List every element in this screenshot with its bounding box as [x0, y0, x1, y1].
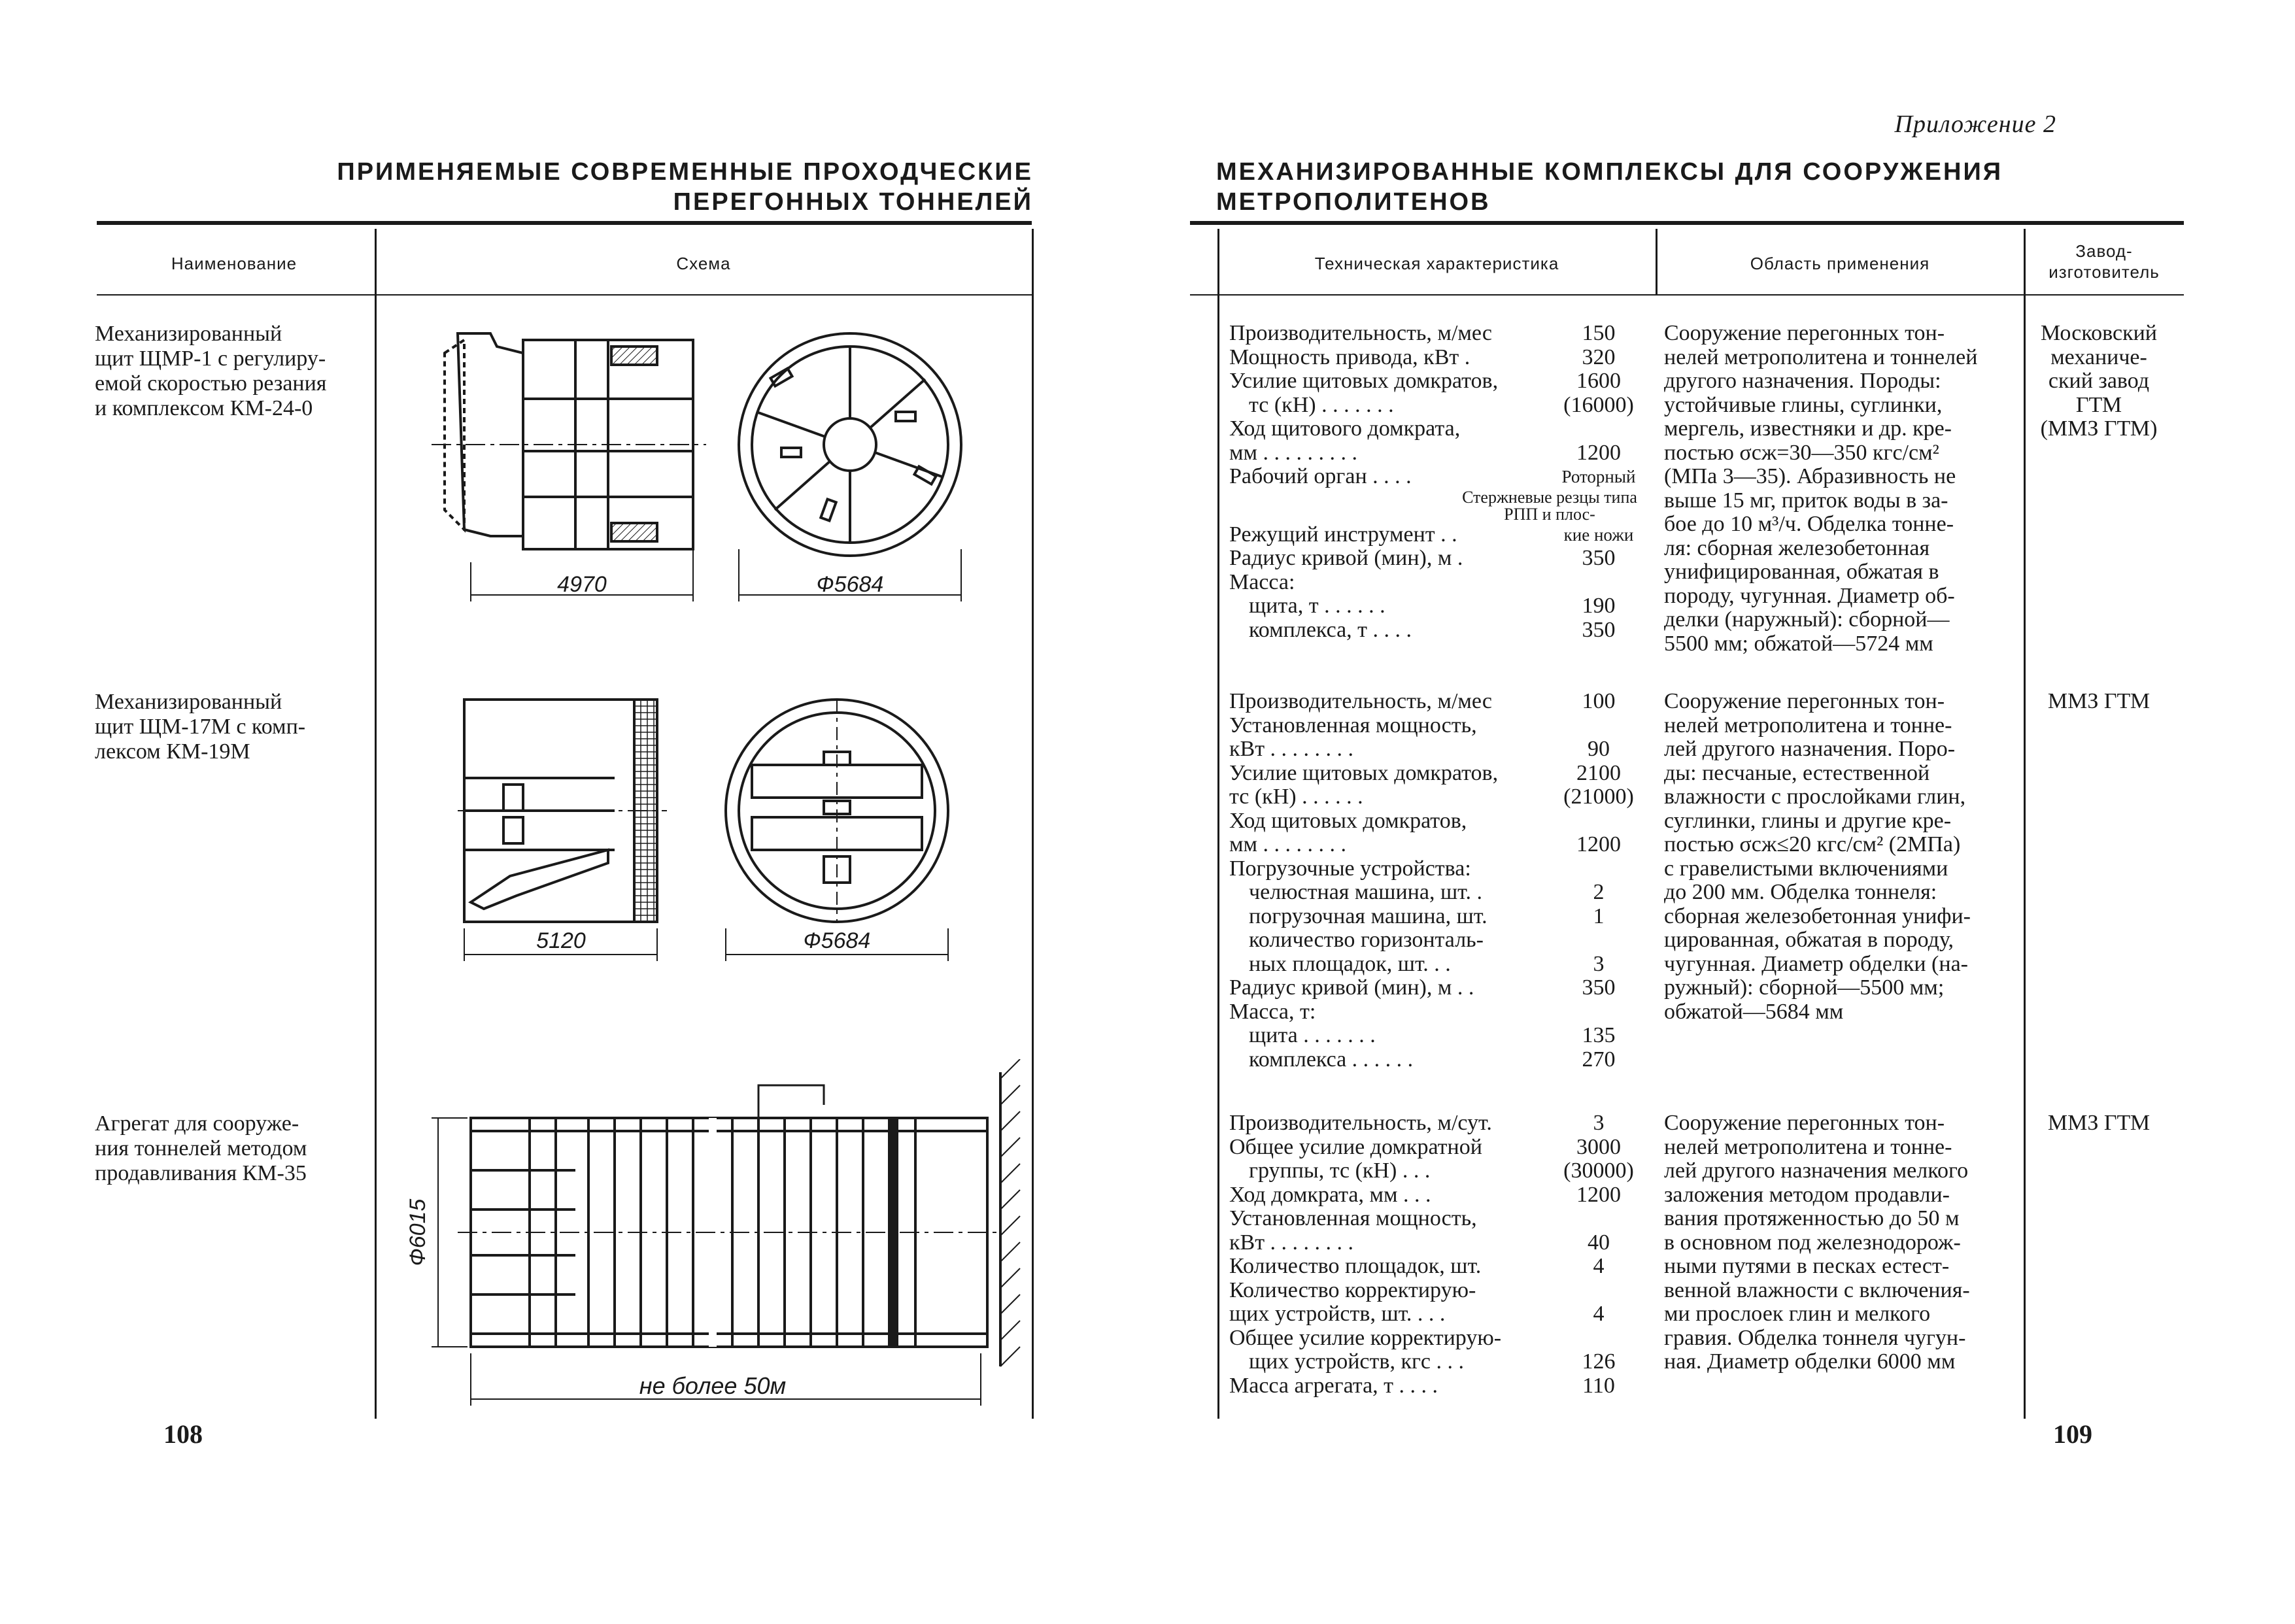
spec-row [1229, 1255, 1648, 1279]
spec-value [1550, 1327, 1648, 1351]
appendix-label: Приложение 2 [1894, 110, 2056, 138]
header-factory-line: Завод- [2075, 241, 2133, 261]
spec-key: щита . . . . . . . [1249, 1024, 1376, 1047]
spec-key: ных площадок, шт. . . [1249, 952, 1451, 976]
spec-note: Стержневые резцы типа РПП и плос- [1462, 487, 1637, 524]
factory-block-2 [2033, 690, 2164, 714]
spec-row [1229, 1136, 1648, 1160]
spec-value: Роторный [1561, 467, 1636, 486]
spec-key: тс (кН) . . . . . . . [1249, 393, 1394, 417]
spec-row [1229, 1048, 1648, 1072]
name-line: емой скоростью резания [95, 371, 327, 396]
spec-value: 350 [1582, 975, 1616, 1000]
spec-value: 150 [1582, 321, 1616, 345]
name-line: Механизированный [95, 322, 282, 346]
dim-length-3: не более 50м [639, 1372, 787, 1399]
spec-row [1229, 737, 1648, 762]
spec-value [1550, 571, 1648, 595]
left-page-title [248, 157, 1033, 217]
spec-row [1229, 594, 1648, 618]
spec-key: Радиус кривой (мин), м . [1229, 547, 1463, 570]
area-line: бое до 10 м³/ч. Обделка тонне- [1664, 512, 1954, 536]
spec-key: Мощность привода, кВт . [1229, 345, 1470, 369]
area-line: обжатой—5684 мм [1664, 999, 1844, 1024]
scheme-shield-shchmr1 [418, 314, 1020, 621]
spec-value: 320 [1582, 345, 1616, 369]
spec-row [1229, 1279, 1648, 1303]
area-line: нелей метрополитена и тоннелей [1664, 345, 1978, 369]
spec-row [1229, 1207, 1648, 1231]
area-line: постью σсж=30—350 кгс/см² [1664, 440, 1939, 465]
area-line: венной влажности с включения- [1664, 1277, 1970, 1302]
spec-row [1229, 1302, 1648, 1327]
item-name-2 [95, 690, 363, 764]
spec-value: 110 [1582, 1373, 1615, 1398]
spec-row [1229, 953, 1648, 977]
spec-key: Общее усилие корректирую- [1229, 1326, 1502, 1350]
spec-key: Ход щитового домкрата, [1229, 417, 1461, 441]
area-line: постью σсж≤20 кгс/см² (2МПа) [1664, 832, 1961, 856]
area-line: породу, чугунная. Диаметр об- [1664, 583, 1955, 608]
spec-key: Масса: [1229, 570, 1295, 594]
area-line: ружный): сборной—5500 мм; [1664, 975, 1945, 1000]
spec-key: Общее усилие домкратной [1229, 1135, 1482, 1159]
scheme-aggregate-km35 [392, 1059, 1027, 1412]
factory-line: ММЗ ГТМ [2047, 1111, 2150, 1135]
name-line: и комплексом КМ-24-0 [95, 396, 313, 420]
area-line: лей другого назначения мелкого [1664, 1159, 1969, 1183]
table-top-rule [97, 221, 1032, 225]
spec-key: Рабочий орган . . . . [1229, 465, 1412, 488]
spec-value: 135 [1582, 1023, 1616, 1047]
area-line: устойчивые глины, суглинки, [1664, 392, 1943, 417]
factory-line: (ММЗ ГТМ) [2040, 416, 2158, 441]
spec-value: 90 [1588, 737, 1610, 761]
factory-line: ММЗ ГТМ [2047, 689, 2150, 713]
spec-value: 126 [1582, 1349, 1616, 1374]
area-line: ными путями в песках естест- [1664, 1254, 1950, 1278]
spec-value: 3 [1593, 1111, 1605, 1135]
spec-key: тс (кН) . . . . . . [1229, 785, 1363, 809]
spec-row [1229, 417, 1648, 441]
dim-diameter-2: Ф5684 [803, 928, 871, 953]
column-divider [2024, 229, 2026, 1419]
spec-value: 350 [1582, 617, 1616, 642]
area-line: ми прослоек глин и мелкого [1664, 1302, 1931, 1326]
header-spec: Техническая характеристика [1314, 254, 1559, 273]
area-line: Сооружение перегонных тон- [1664, 689, 1945, 713]
title-line-1: ПРИМЕНЯЕМЫЕ СОВРЕМЕННЫЕ ПРОХОДЧЕСКИЕ [337, 158, 1033, 186]
spec-value: 1200 [1576, 1182, 1621, 1207]
dim-diameter-1: Ф5684 [816, 572, 884, 597]
spec-value: 350 [1582, 546, 1616, 570]
spec-key: Ход домкрата, мм . . . [1229, 1183, 1431, 1207]
spec-row [1229, 881, 1648, 905]
spec-value: (16000) [1563, 392, 1634, 417]
spec-row [1229, 928, 1648, 953]
spec-row [1229, 1111, 1648, 1136]
spec-key: щита, т . . . . . . [1249, 594, 1386, 618]
spec-value: 1200 [1576, 832, 1621, 856]
spec-row [1229, 441, 1648, 465]
spec-row [1229, 394, 1648, 418]
title-line-1: МЕХАНИЗИРОВАННЫЕ КОМПЛЕКСЫ ДЛЯ СООРУЖЕНИЯ [1216, 158, 2003, 186]
spec-key: Масса агрегата, т . . . . [1229, 1374, 1438, 1398]
item-name-3 [95, 1111, 363, 1186]
spec-value: 4 [1593, 1254, 1605, 1278]
spec-value: 190 [1582, 594, 1616, 618]
name-line: щит ЩМР-1 с регулиру- [95, 347, 326, 371]
header-area: Область применения [1750, 254, 1930, 273]
page-number-left: 108 [163, 1419, 203, 1449]
header-factory [2026, 241, 2183, 282]
area-line: ля: сборная железобетонная [1664, 535, 1930, 560]
area-line: делки (наружный): сборной— [1664, 607, 1950, 632]
name-line: щит ЩМ-17М с комп- [95, 715, 306, 739]
spec-row [1229, 618, 1648, 643]
spec-key: комплекса, т . . . . [1249, 618, 1412, 642]
spec-row [1229, 976, 1648, 1000]
name-line: ния тоннелей методом [95, 1136, 307, 1160]
spec-row [1229, 714, 1648, 738]
spec-value [1550, 714, 1648, 738]
spec-key: группы, тс (кН) . . . [1249, 1159, 1431, 1183]
spec-key: Производительность, м/мес [1229, 322, 1492, 345]
spec-key: Режущий инструмент . . [1229, 522, 1457, 547]
spec-key: Установленная мощность, [1229, 1207, 1477, 1230]
spec-key: погрузочная машина, шт. [1249, 904, 1488, 928]
spec-row [1229, 523, 1648, 547]
dim-length-1: 4970 [557, 572, 607, 597]
area-line: другого назначения. Породы: [1664, 369, 1941, 393]
factory-block-1 [2033, 322, 2164, 441]
spec-row [1229, 1183, 1648, 1208]
area-block-3 [1664, 1111, 2020, 1374]
spec-value: 2100 [1576, 760, 1621, 785]
spec-row [1229, 857, 1648, 881]
name-line: продавливания КМ-35 [95, 1161, 307, 1185]
spec-block-2 [1229, 690, 1648, 1072]
area-line: вания протяженностью до 50 м [1664, 1206, 1960, 1230]
spec-row [1229, 571, 1648, 595]
name-line: Механизированный [95, 690, 282, 714]
spec-value: 40 [1588, 1230, 1610, 1255]
spec-row [1229, 1350, 1648, 1374]
spec-value: 4 [1593, 1302, 1605, 1326]
header-scheme: Схема [676, 254, 731, 273]
spec-value: 1 [1593, 904, 1605, 928]
area-line: Сооружение перегонных тон- [1664, 1111, 1945, 1135]
spec-key: челюстная машина, шт. . [1249, 881, 1482, 904]
spec-value [1550, 857, 1648, 881]
spec-row [1229, 1000, 1648, 1024]
spec-key: Производительность, м/мес [1229, 690, 1492, 713]
item-name-1 [95, 322, 363, 421]
spec-row [1229, 369, 1648, 394]
area-line: сборная железобетонная унифи- [1664, 904, 1971, 928]
area-line: (МПа 3—35). Абразивность не [1664, 464, 1956, 488]
spec-row [1229, 547, 1648, 571]
column-divider [1032, 229, 1034, 1419]
header-bottom-rule [1190, 294, 2184, 296]
area-line: мергель, известняки и др. кре- [1664, 416, 1952, 441]
name-line: Агрегат для сооруже- [95, 1111, 299, 1136]
spec-row [1229, 762, 1648, 786]
spec-row [1229, 1374, 1648, 1398]
area-line: нелей метрополитена и тонне- [1664, 713, 1952, 737]
spec-block-3 [1229, 1111, 1648, 1398]
spec-value [1550, 1207, 1648, 1231]
area-line: заложения методом продавли- [1664, 1182, 1950, 1207]
spec-key: щих устройств, кгс . . . [1249, 1350, 1464, 1374]
area-block-2 [1664, 690, 2020, 1024]
spec-value: 1200 [1576, 440, 1621, 465]
spec-row [1229, 690, 1648, 714]
dim-diameter-3: Ф6015 [405, 1198, 430, 1266]
spec-row [1229, 346, 1648, 370]
spec-row [1229, 905, 1648, 929]
area-line: 5500 мм; обжатой—5724 мм [1664, 631, 1933, 656]
area-line: влажности с прослойками глин, [1664, 785, 1966, 809]
spec-value: кие ножи [1563, 524, 1634, 545]
spec-key: кВт . . . . . . . . [1229, 1230, 1354, 1255]
spec-value [1550, 1279, 1648, 1303]
area-line: нелей метрополитена и тонне- [1664, 1134, 1952, 1159]
spec-key: Ход щитовых домкратов, [1229, 809, 1467, 833]
spec-value: 3000 [1576, 1134, 1621, 1159]
area-line: до 200 мм. Обделка тоннеля: [1664, 880, 1937, 904]
spec-key: Установленная мощность, [1229, 713, 1477, 737]
spec-key: Производительность, м/сут. [1229, 1111, 1492, 1135]
spec-value: 1600 [1576, 369, 1621, 393]
scheme-shield-shchm17m [445, 686, 1020, 968]
spec-key: Погрузочные устройства: [1229, 856, 1471, 881]
area-line: унифицированная, обжатая в [1664, 560, 1939, 584]
area-line: Сооружение перегонных тон- [1664, 321, 1945, 345]
spec-key: Количество корректирую- [1229, 1278, 1476, 1302]
page-number-right: 109 [2053, 1419, 2092, 1449]
dim-length-2: 5120 [536, 928, 586, 953]
spec-key: количество горизонталь- [1249, 928, 1484, 952]
spec-row [1229, 833, 1648, 857]
spec-key: комплекса . . . . . . [1249, 1047, 1414, 1072]
spec-key: кВт . . . . . . . . [1229, 737, 1354, 761]
factory-line: ГТМ [2075, 392, 2122, 417]
area-line: чугунная. Диаметр обделки (на- [1664, 951, 1968, 976]
spec-value [1550, 417, 1648, 441]
spec-key: Радиус кривой (мин), м . . [1229, 976, 1474, 1000]
area-line: цированная, обжатая в породу, [1664, 928, 1954, 952]
spec-row [1229, 465, 1648, 489]
spec-row [1229, 1024, 1648, 1048]
spec-value [1550, 928, 1648, 953]
area-line: ная. Диаметр обделки 6000 мм [1664, 1349, 1956, 1374]
spec-key: Масса, т: [1229, 1000, 1316, 1024]
factory-line: ский завод [2048, 369, 2150, 393]
spec-value: (21000) [1563, 785, 1634, 809]
spec-value: 3 [1593, 951, 1605, 976]
spec-value: 100 [1582, 689, 1616, 713]
spec-value: (30000) [1563, 1159, 1634, 1183]
spec-value [1550, 809, 1648, 834]
spec-block-1 [1229, 322, 1648, 642]
spec-row [1229, 1159, 1648, 1183]
spec-key: Усилие щитовых домкратов, [1229, 369, 1499, 393]
header-factory-line: изготовитель [2048, 262, 2160, 282]
header-name: Наименование [171, 254, 298, 273]
spec-row [1229, 785, 1648, 809]
spec-value [1550, 1000, 1648, 1024]
area-line: лей другого назначения. Поро- [1664, 737, 1956, 761]
right-page-title [1216, 157, 2066, 217]
factory-line: Московский [2041, 321, 2157, 345]
factory-block-3 [2033, 1111, 2164, 1136]
spec-key: мм . . . . . . . . . [1229, 441, 1358, 465]
spec-key: Усилие щитовых домкратов, [1229, 761, 1499, 785]
spec-key: Количество площадок, шт. [1229, 1255, 1482, 1278]
column-divider [375, 229, 377, 1419]
area-line: ды: песчаные, естественной [1664, 760, 1930, 785]
name-line: лексом КМ-19М [95, 739, 250, 764]
area-line: в основном под железнодорож- [1664, 1230, 1961, 1255]
area-line: с гравелистыми включениями [1664, 856, 1948, 881]
title-line-2: ПЕРЕГОННЫХ ТОННЕЛЕЙ [673, 188, 1033, 216]
spec-row [1229, 1327, 1648, 1351]
spec-value: 270 [1582, 1047, 1616, 1072]
spec-key: мм . . . . . . . . [1229, 833, 1347, 856]
factory-line: механиче- [2050, 345, 2147, 369]
title-line-2: МЕТРОПОЛИТЕНОВ [1216, 188, 1491, 216]
spec-value: 2 [1593, 880, 1605, 904]
area-line: суглинки, глины и другие кре- [1664, 808, 1952, 833]
area-line: гравия. Обделка тоннеля чугун- [1664, 1325, 1966, 1350]
header-bottom-rule [97, 294, 1032, 296]
spec-row [1229, 809, 1648, 834]
table-top-rule [1190, 221, 2184, 225]
spec-row [1229, 1231, 1648, 1255]
column-divider [1217, 229, 1219, 1419]
area-block-1 [1664, 322, 2020, 656]
area-line: выше 15 мг, приток воды в за- [1664, 488, 1948, 513]
spec-row [1229, 322, 1648, 346]
spec-key: щих устройств, шт. . . . [1229, 1302, 1446, 1326]
